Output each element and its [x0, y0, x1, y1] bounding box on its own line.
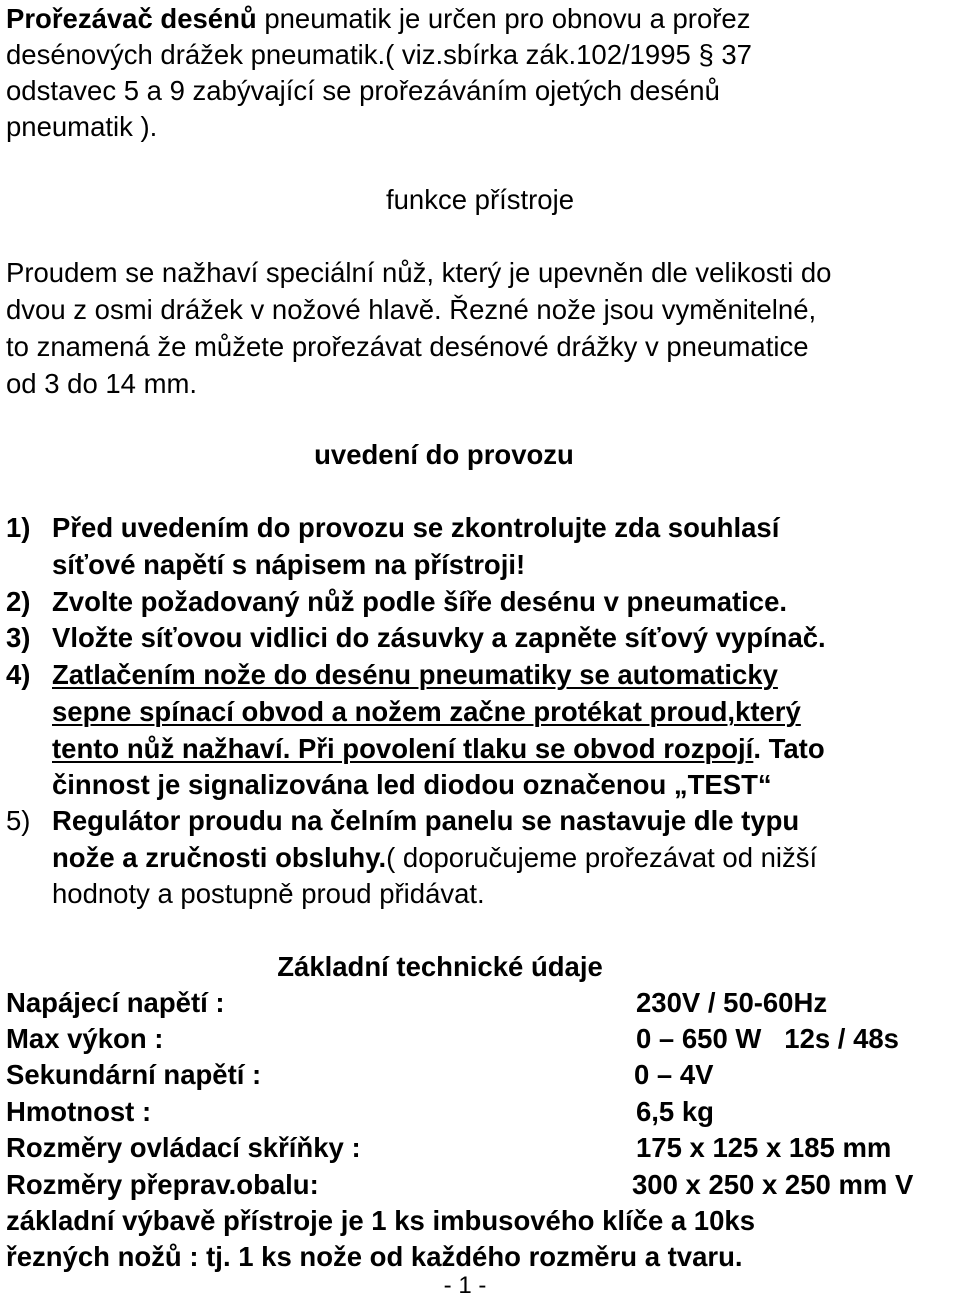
spec-value-box-dimensions: 175 x 125 x 185 mm — [636, 1132, 892, 1163]
spec-label-secondary-voltage: Sekundární napětí : — [6, 1059, 262, 1090]
item-4-line-3 — [52, 732, 825, 765]
page-number-text: - 1 - — [443, 1272, 487, 1299]
item-3-text: Vložte síťovou vidlici do zásuvky a zapněte síťový vypínač. — [52, 622, 826, 653]
spec-value-weight: 6,5 kg — [636, 1096, 714, 1127]
item-4-line-3-rest: . Tato — [753, 733, 825, 764]
item-5-number: 5) — [6, 805, 31, 836]
item-1-line-2: síťové napětí s nápisem na přístroji! — [52, 549, 526, 580]
function-heading — [0, 183, 960, 216]
product-name: Prořezávač desénů — [6, 3, 257, 34]
item-5-line-3: hodnoty a postupně proud přidávat. — [52, 878, 485, 909]
function-line-3: to znamená že můžete prořezávat desénové drážky v pneumatice — [6, 331, 809, 362]
spec-value-voltage: 230V / 50-60Hz — [636, 987, 828, 1018]
function-line-4: od 3 do 14 mm. — [6, 368, 198, 399]
intro-line-1-rest: pneumatik je určen pro obnovu a prořez — [256, 3, 751, 34]
specs-heading — [0, 950, 880, 983]
item-4-line-4: činnost je signalizována led diodou označenou „TEST“ — [52, 769, 772, 800]
item-1-line-1: Před uvedením do provozu se zkontrolujte zda souhlasí — [52, 512, 780, 543]
accessories-line-1: základní výbavě přístroje je 1 ks imbusového klíče a 10ks — [6, 1205, 755, 1236]
item-4-line-3-underlined: tento nůž nažhaví. Při povolení tlaku se obvod rozpojí — [52, 733, 754, 764]
item-5-line-2-bold: nože a zručnosti obsluhy. — [52, 842, 387, 873]
function-line-1: Proudem se nažhaví speciální nůž, který je upevněn dle velikosti do — [6, 257, 832, 288]
accessories-line-2: řezných nožů : tj. 1 ks nože od každého rozměru a tvaru. — [6, 1241, 743, 1272]
spec-value-power: 0 – 650 W 12s / 48s — [636, 1023, 899, 1054]
item-4-line-1: Zatlačením nože do desénu pneumatiky se automaticky — [52, 659, 778, 690]
intro-line-1 — [6, 2, 750, 35]
intro-line-3: odstavec 5 a 9 zabývající se prořezáváním ojetých desénů — [6, 75, 720, 106]
operation-heading — [0, 438, 888, 471]
spec-value-package-dimensions: 300 x 250 x 250 mm V — [632, 1169, 914, 1200]
spec-label-box-dimensions: Rozměry ovládací skříňky : — [6, 1132, 361, 1163]
item-1-number: 1) — [6, 512, 31, 543]
function-line-2: dvou z osmi drážek v nožové hlavě. Řezné nože jsou vyměnitelné, — [6, 294, 817, 325]
item-5-line-2-rest: ( doporučujeme prořezávat od nižší — [386, 842, 818, 873]
function-heading-text: funkce přístroje — [385, 184, 574, 215]
item-5-line-2 — [52, 841, 817, 874]
item-3-number: 3) — [6, 622, 31, 653]
spec-label-weight: Hmotnost : — [6, 1096, 152, 1127]
item-4-number: 4) — [6, 659, 31, 690]
spec-label-voltage: Napájecí napětí : — [6, 987, 225, 1018]
page-number — [0, 1272, 930, 1301]
item-5-line-1: Regulátor proudu na čelním panelu se nastavuje dle typu — [52, 805, 800, 836]
intro-line-2: desénových drážek pneumatik.( viz.sbírka zák.102/1995 § 37 — [6, 39, 752, 70]
intro-line-4: pneumatik ). — [6, 111, 158, 142]
item-2-text: Zvolte požadovaný nůž podle šíře desénu v pneumatice. — [52, 586, 788, 617]
spec-label-package-dimensions: Rozměry přeprav.obalu: — [6, 1169, 319, 1200]
specs-heading-text: Základní technické údaje — [277, 951, 603, 982]
item-2-number: 2) — [6, 586, 31, 617]
item-4-line-2: sepne spínací obvod a nožem začne protékat proud,který — [52, 696, 801, 727]
operation-heading-text: uvedení do provozu — [314, 439, 574, 470]
spec-label-power: Max výkon : — [6, 1023, 164, 1054]
spec-value-secondary-voltage: 0 – 4V — [634, 1059, 714, 1090]
